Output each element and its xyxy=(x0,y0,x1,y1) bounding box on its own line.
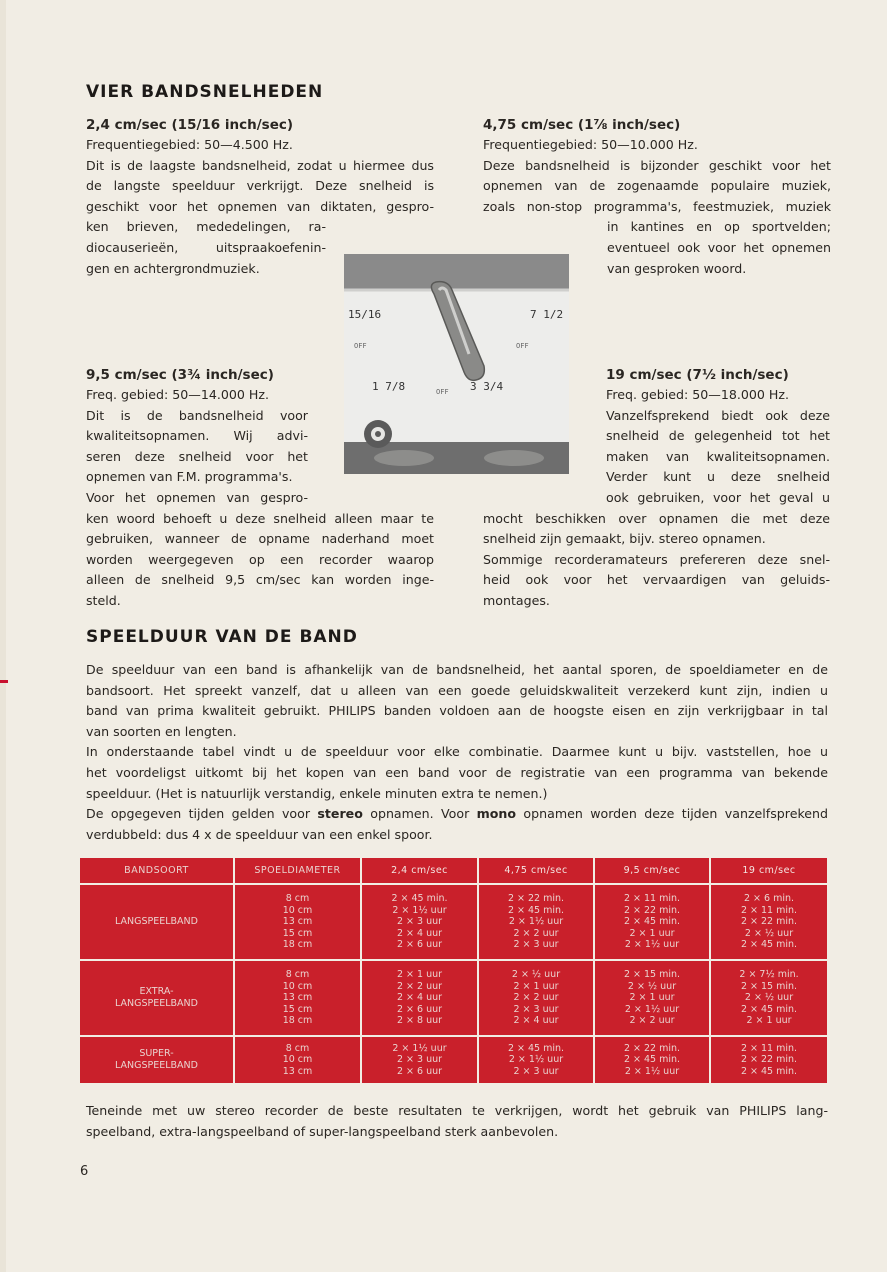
text-line: ook gebruiken, voor het geval u xyxy=(606,489,830,505)
text-line: In onderstaande tabel vindt u de speelduur voor elke combinatie. Daarmee kunt u bijv. vaststellen, hoe u xyxy=(86,744,828,760)
cell-speed-2-4: 2 × 45 min. 2 × 1½ uur 2 × 3 uur 2 × 4 uur 2 × 6 uur xyxy=(361,884,478,960)
speed-title-4-75: 4,75 cm/sec (1⅞ inch/sec) xyxy=(483,117,681,133)
red-margin-mark xyxy=(0,680,8,683)
text-line: Frequentiegebied: 50—10.000 Hz. xyxy=(483,137,698,152)
text-line: Vanzelfsprekend biedt ook deze xyxy=(606,407,830,423)
footer-paragraph xyxy=(86,1101,828,1142)
text-line: gebruiken, wanneer de opname naderhand moet xyxy=(86,531,434,547)
text-line: van soorten en lengten. xyxy=(86,723,237,739)
text-line: Dit is de bandsnelheid voor xyxy=(86,407,308,423)
text-fragment: De opgegeven tijden gelden voor xyxy=(86,806,318,822)
speed-title-19: 19 cm/sec (7½ inch/sec) xyxy=(606,367,789,383)
speed-text-19 xyxy=(483,385,830,612)
cell-speed-9-5: 2 × 11 min. 2 × 22 min. 2 × 45 min. 2 × 1 uur 2 × 1½ uur xyxy=(594,884,710,960)
cell-speed-4-75: 2 × 22 min. 2 × 45 min. 2 × 1½ uur 2 × 2 uur 2 × 3 uur xyxy=(478,884,594,960)
table-header-row xyxy=(80,858,827,884)
text-line: opnemen van F.M. programma's. xyxy=(86,469,293,485)
photo-off-label: OFF xyxy=(516,342,529,350)
text-line: Freq. gebied: 50—14.000 Hz. xyxy=(86,387,269,402)
text-line: alleen de snelheid 9,5 cm/sec kan worden inge- xyxy=(86,572,434,588)
text-line: zoals non-stop programma's, feestmuziek, muziek xyxy=(483,198,831,214)
text-line: geschikt voor het opnemen van diktaten, gespro- xyxy=(86,198,434,214)
speed-title-9-5: 9,5 cm/sec (3¾ inch/sec) xyxy=(86,367,274,383)
photo-label-7-1-2: 7 1/2 xyxy=(530,308,564,321)
text-line: bandsoort. Het spreekt vanzelf, dat u alleen van een goede geluidskwaliteit verzekerd kunt zijn, indien u xyxy=(86,682,828,698)
section-heading-speeds: VIER BANDSNELHEDEN xyxy=(86,82,324,102)
table-row xyxy=(80,884,827,960)
text-line: diocauserieën, uitspraakoefenin- xyxy=(86,239,326,255)
text-line: verdubbeld: dus 4 x de speelduur van een enkel spoor. xyxy=(86,826,433,842)
photo-off-label: OFF xyxy=(436,388,449,396)
cell-diameters: 8 cm 10 cm 13 cm 15 cm 18 cm xyxy=(234,884,361,960)
text-line: gen en achtergrondmuziek. xyxy=(86,260,260,276)
speed-title-2-4: 2,4 cm/sec (15/16 inch/sec) xyxy=(86,117,294,133)
text-line: seren deze snelheid voor het xyxy=(86,448,308,464)
photo-label-15-16: 15/16 xyxy=(348,308,382,321)
text-line: ken brieven, mededelingen, ra- xyxy=(86,219,326,235)
table-row xyxy=(80,960,827,1036)
photo-label-3-3-4: 3 3/4 xyxy=(470,380,504,393)
text-line: Verder kunt u deze snelheid xyxy=(606,469,830,485)
cell-speed-2-4: 2 × 1 uur 2 × 2 uur 2 × 4 uur 2 × 6 uur 2 × 8 uur xyxy=(361,960,478,1036)
playtime-table xyxy=(80,858,827,1083)
text-line: snelheid zijn gemaakt, bijv. stereo opnamen. xyxy=(483,531,766,547)
cell-speed-4-75: 2 × ½ uur 2 × 1 uur 2 × 2 uur 2 × 3 uur 2 × 4 uur xyxy=(478,960,594,1036)
text-line: montages. xyxy=(483,592,550,608)
text-line: van gesproken woord. xyxy=(607,260,747,276)
table-row xyxy=(80,1036,827,1083)
cell-speed-19: 2 × 6 min. 2 × 11 min. 2 × 22 min. 2 × ½ uur 2 × 45 min. xyxy=(710,884,827,960)
text-line: Deze bandsnelheid is bijzonder geschikt voor het xyxy=(483,157,831,173)
text-line: snelheid de gelegenheid tot het xyxy=(606,428,830,444)
text-fragment: opnamen worden deze tijden vanzelfsprekend xyxy=(516,806,829,822)
playtime-paragraph xyxy=(86,660,828,845)
text-line: heid ook voor het vervaardigen van geluids- xyxy=(483,572,830,588)
cell-diameters: 8 cm 10 cm 13 cm 15 cm 18 cm xyxy=(234,960,361,1036)
mono-emphasis: mono xyxy=(476,806,517,822)
header-spoeldiameter: SPOELDIAMETER xyxy=(234,858,361,884)
text-line: worden weergegeven op een recorder waarop xyxy=(86,551,434,567)
cell-speed-19: 2 × 11 min. 2 × 22 min. 2 × 45 min. xyxy=(740,1042,798,1077)
text-line: kwaliteitsopnamen. Wij advi- xyxy=(86,428,308,444)
cell-speed-4-75: 2 × 45 min. 2 × 1½ uur 2 × 3 uur xyxy=(478,1036,594,1083)
text-line: in kantines en op sportvelden; xyxy=(607,219,831,235)
page-number: 6 xyxy=(80,1164,89,1179)
cell-bandsoort: EXTRA- LANGSPEELBAND xyxy=(80,960,234,1036)
text-line: het voordeligst uitkomt bij het kopen van een band voor de registratie van een programma van bekende xyxy=(86,764,828,780)
text-line: band van prima kwaliteit gebruikt. PHILIPS banden voldoen aan de hoogste eisen en zijn verkrijgbaar in tal xyxy=(86,703,828,719)
text-line: Freq. gebied: 50—18.000 Hz. xyxy=(606,387,789,402)
header-bandsoort: BANDSOORT xyxy=(80,858,234,884)
text-line: Dit is de laagste bandsnelheid, zodat u hiermee dus xyxy=(86,157,434,173)
header-speed-19: 19 cm/sec xyxy=(710,858,827,884)
photo-off-label: OFF xyxy=(354,342,367,350)
text-line: eventueel ook voor het opnemen xyxy=(607,239,831,255)
speed-text-9-5 xyxy=(86,385,434,612)
playtime-table-container xyxy=(80,858,827,1083)
cell-speed-9-5: 2 × 22 min. 2 × 45 min. 2 × 1½ uur xyxy=(594,1036,710,1083)
cell-speed-9-5: 2 × 15 min. 2 × ½ uur 2 × 1 uur 2 × 1½ uur 2 × 2 uur xyxy=(594,960,710,1036)
text-line: De speelduur van een band is afhankelijk van de bandsnelheid, het aantal sporen, de spoeldiameter en de xyxy=(86,662,828,677)
section-heading-playtime: SPEELDUUR VAN DE BAND xyxy=(86,627,358,647)
text-line: steld. xyxy=(86,592,121,608)
header-speed-9-5: 9,5 cm/sec xyxy=(594,858,710,884)
text-line: ken woord behoeft u deze snelheid alleen maar te xyxy=(86,510,434,526)
cell-bandsoort: SUPER- LANGSPEELBAND xyxy=(80,1036,234,1083)
text-line: Voor het opnemen van gespro- xyxy=(86,489,308,505)
cell-bandsoort: LANGSPEELBAND xyxy=(80,884,234,960)
header-speed-4-75: 4,75 cm/sec xyxy=(478,858,594,884)
text-line: maken van kwaliteitsopnamen. xyxy=(606,448,830,464)
text-line: speelduur. (Het is natuurlijk verstandig, enkele minuten extra te nemen.) xyxy=(86,785,548,801)
text-line: mocht beschikken over opnamen die met deze xyxy=(483,510,830,526)
cell-speed-2-4: 2 × 1½ uur 2 × 3 uur 2 × 6 uur xyxy=(361,1036,478,1083)
text-line: Teneinde met uw stereo recorder de beste resultaten te verkrijgen, wordt het gebruik van PHILIPS lang- xyxy=(86,1103,828,1118)
stereo-mono-line xyxy=(86,804,828,825)
photo-label-1-7-8: 1 7/8 xyxy=(372,380,406,393)
cell-speed-19: 2 × 7½ min. 2 × 15 min. 2 × ½ uur 2 × 45 min. 2 × 1 uur xyxy=(710,960,827,1036)
header-speed-2-4: 2,4 cm/sec xyxy=(361,858,478,884)
text-line: Sommige recorderamateurs prefereren deze snel- xyxy=(483,551,830,567)
text-line: Frequentiegebied: 50—4.500 Hz. xyxy=(86,137,293,152)
stereo-emphasis: stereo xyxy=(317,806,363,822)
cell-diameters: 8 cm 10 cm 13 cm xyxy=(234,1036,361,1083)
text-fragment: opnamen. Voor xyxy=(362,806,477,822)
text-line: de langste speelduur verkrijgt. Deze snelheid is xyxy=(86,178,434,194)
page-edge xyxy=(0,0,6,1272)
text-line: speelband, extra-langspeelband of super-langspeelband sterk aanbevolen. xyxy=(86,1123,559,1139)
text-line: opnemen van de zogenaamde populaire muziek, xyxy=(483,178,831,194)
